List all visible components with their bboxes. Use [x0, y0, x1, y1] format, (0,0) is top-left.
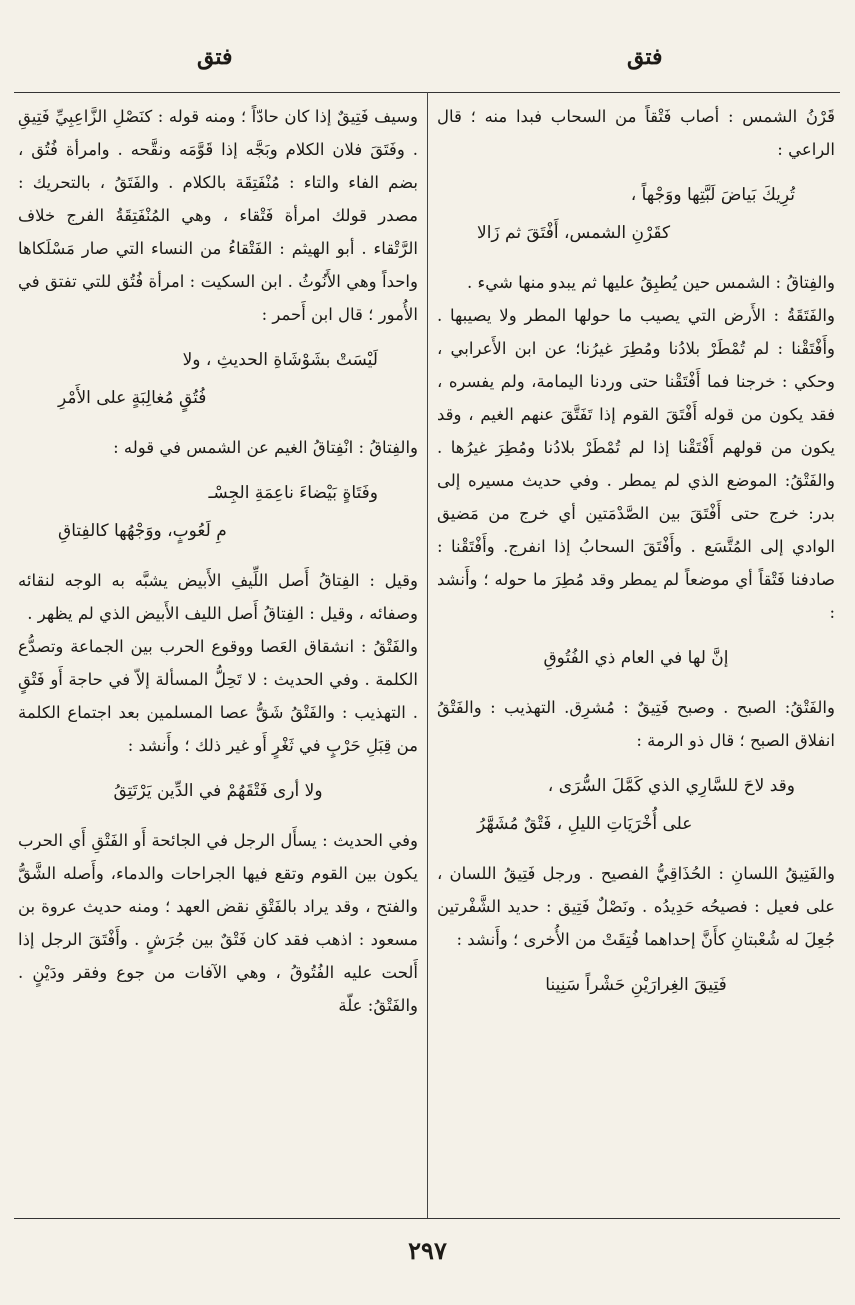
verse-line: وقد لاحَ للسَّارِي الذي كَمَّلَ السُّرَى ، [547, 776, 795, 796]
verse-line: إنَّ لها في العام ذي الفُتُوقِ [543, 648, 729, 668]
entry-paragraph: وفي الحديث : يسأَل الرجل في الجائحة أَو الفَتْقِ أَي الحرب يكون بين القوم وتقع فيها الجراحات والدماء، وأَصله الشَّقُّ والفتح ، وقد يراد بالفَتْقِ نقض العهد ؛ ومنه حديث عروة بن مسعود : اذهب فقد كان فَتْقٌ بين جُرَشٍ . وأَفْتَقَ الرجل إذا أَلحت عليه الفُتُوقُ ، وهي الآفات من جوع وفقر ودَيْنٍ . والفَتْقُ: علّة [18, 831, 418, 1015]
entry-paragraph: والفِتاقُ : الشمس حين يُطبِقُ عليها ثم يبدو منها شيء . [467, 273, 835, 292]
verse [18, 474, 418, 550]
left-column [18, 100, 418, 1212]
bottom-rule [14, 1218, 840, 1219]
verse [18, 772, 418, 810]
right-column [437, 100, 835, 1212]
verse-line: فَتِيقَ الغِرارَيْنِ حَشْراً سَنِينا [545, 975, 727, 995]
verse-line: وفَتَاةٍ بَيْضاءَ ناعِمَةِ الجِسْـ [208, 483, 378, 503]
column-divider [427, 92, 428, 1218]
verse [437, 966, 835, 1004]
entry-paragraph: قَرْنُ الشمس : أصاب فَتْقاً من السحاب فبدا منه ؛ قال الراعي : [437, 107, 835, 159]
entry-paragraph: والفَتْقُ: الصبح . وصبح فَتِيقٌ : مُشرِق. التهذيب : والفَتْقُ انفلاق الصبح ؛ قال ذو الرمة : [437, 698, 835, 750]
verse-line: على أُخْرَيَاتِ الليلِ ، فَتْقٌ مُشَهَّرُ [477, 814, 693, 834]
verse-line: لَيْسَتْ بشَوْشَاةِ الحديثِ ، ولا [182, 350, 378, 370]
verse-line: ولا أرى فَتْقَهُمْ في الدِّين يَرْتَتِقُ [113, 781, 323, 801]
verse [437, 176, 835, 252]
running-head-left: فتق [197, 44, 233, 70]
verse-line: فُتُقٍ مُغالِبَةٍ على الأَمْرِ [58, 388, 207, 408]
entry-paragraph: وقيل : الفِتاقُ أَصل اللِّيفِ الأَبيض يشبَّه به الوجه لنقائه وصفائه ، وقيل : الفِتاقُ أَصل الليف الأَبيض الذي لم يظهر . [18, 571, 418, 623]
page-number: ٢٩٧ [408, 1236, 447, 1265]
verse [18, 341, 418, 417]
verse-line: كقَرْنِ الشمس، أَفْتَقَ ثم زَالا [477, 223, 671, 243]
entry-paragraph: والفَتْقُ : انشقاق العَصا ووقوع الحرب بين الجماعة وتصدُّع الكلمة . وفي الحديث : لا تَحِلُّ المسألة إلاّ في حاجة أَو فَتْقٍ . التهذيب : والفَتْقُ شَقُّ عصا المسلمين بعد اجتماع الكلمة من قِبَلِ حَرْبٍ في ثَغْرٍ أَو غير ذلك ؛ وأَنشد : [18, 637, 418, 755]
verse-line: تُرِيكَ بَياضَ لَبَّتِها ووَجْهاً ، [630, 185, 795, 205]
running-head-right: فتق [627, 44, 663, 70]
entry-paragraph: والفَتَقَةُ : الأَرض التي يصيب ما حولها المطر ولا يصيبها . وأَفْتَقْنا : لم تُمْطَرْ بلادُنا ومُطِرَ غيرُنا؛ عن ابن الأَعرابي ، وحكي : خرجنا فما أَفْتَقْنا حتى وردنا اليمامة، ولم يفسره ، فقد يكون من قوله أَفْتَقَ القوم إذا تَفَتَّقَ عنهم الغيم ، وقد يكون من قولهم أَفْتَقْنا إذا لم تُمْطَرْ بلادُنا ومُطِرَ غيرُها . والفَتْقُ: الموضع الذي لم يمطر . وفي حديث مسيره إلى بدر: خرج حتى أَفْتَقَ بين الصَّدْمَتين أي خرج من مَضيق الوادي إلى المُتَّسَع . وأَفْتَقَ السحابُ إذا انفرج. وأَفْتَقْنا : صادفنا فَتْقاً أي موضعاً لم يمطر وقد مُطِرَ ما حوله ؛ وأَنشد : [437, 306, 835, 622]
entry-paragraph: والفَتِيقُ اللسانِ : الحُذَاقِيُّ الفصيح . ورجل فَتِيقُ اللسان ، على فعيل : فصيحُه حَدِيدُه . ونَصْلٌ فَتِيق : حديد الشَّفْرتين جُعِلَ له شُعْبتانِ كأَنَّ إحداهما فُتِقَتْ من الأُخرى ؛ وأَنشد : [437, 864, 835, 949]
entry-paragraph: والفِتاقُ : انْفِتاقُ الغيم عن الشمس في قوله : [113, 438, 418, 457]
verse [437, 639, 835, 677]
verse [437, 767, 835, 843]
verse-line: مِ لَعُوبٍ، ووَجْهُها كالفِتاقِ [58, 521, 227, 541]
entry-paragraph: وسيف فَتِيقٌ إذا كان حادّاً ؛ ومنه قوله : كنَصْلِ الزَّاعِبِيِّ فَتِيقِ . وفَتَقَ فلان الكلام وبَجَّه إذا قَوَّمَه ونقَّحه . وامرأة فُتُق ، بضم الفاء والتاء : مُنْفَتِقَة بالكلام . والفَتَقُ ، بالتحريك : مصدر قولك امرأة فَتْقاء ، وهي المُنْفَتِقَةُ الفرج خلاف الرَّتْقاء . أبو الهيثم : الفَتْقاءُ من النساء التي صار مَسْلَكاها واحداً وهي الأَنُوثُ . ابن السكيت : امرأة فُتُق للتي تفتق في الأُمور ؛ قال ابن أَحمر : [18, 107, 418, 324]
